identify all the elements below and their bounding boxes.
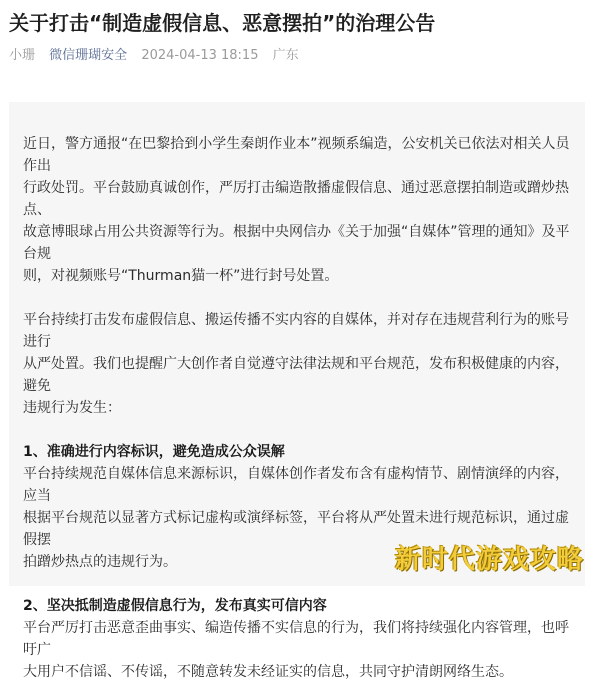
body-line: 行政处罚。平台鼓励真诚创作，严厉打击编造散播虚假信息、通过恶意摆拍制造或蹭炒热点、 <box>23 180 569 218</box>
body-line: 平台持续打击发布虚假信息、搬运传播不实内容的自媒体，并对存在违规营利行为的账号进行 <box>23 312 569 350</box>
body-line: 违规行为发生： <box>23 400 121 416</box>
body-line: 大用户不信谣、不传谣，不随意转发未经证实的信息，共同守护清朗网络生态。 <box>23 664 513 680</box>
site-watermark: 新时代游戏攻略 <box>394 545 584 575</box>
publish-datetime: 2024-04-13 18:15 <box>141 48 259 63</box>
article-meta <box>9 47 309 65</box>
paragraph-gap <box>23 419 571 441</box>
body-line: 拍蹭炒热点的违规行为。 <box>23 554 177 570</box>
body-line: 故意博眼球占用公共资源等行为。根据中央网信办《关于加强“自媒体”管理的通知》及平台规 <box>23 224 570 262</box>
body-line: 平台持续规范自媒体信息来源标识，自媒体创作者发布含有虚构情节、剧情演绎的内容，应当 <box>23 466 569 504</box>
body-line: 近日，警方通报“在巴黎拾到小学生秦朗作业本”视频系编造，公安机关已依法对相关人员作出 <box>23 136 570 174</box>
body-line: 根据平台规范以显著方式标记虚构或演绎标签，平台将从严处置未进行规范标识，通过虚假摆 <box>23 510 569 548</box>
author-name: 小珊 <box>9 48 36 63</box>
article-body-card <box>9 102 585 680</box>
body-line: 则，对视频账号“Thurman猫一杯”进行封号处置。 <box>23 268 339 284</box>
section-heading-2: 2、坚决抵制造虚假信息行为，发布真实可信内容 <box>23 598 327 614</box>
paragraph-gap <box>23 573 571 595</box>
paragraph-gap <box>23 287 571 309</box>
section-heading-1: 1、准确进行内容标识，避免造成公众误解 <box>23 444 285 460</box>
body-line: 从严处置。我们也提醒广大创作者自觉遵守法律法规和平台规范，发布积极健康的内容，避免 <box>23 356 569 394</box>
account-name-link[interactable]: 微信珊瑚安全 <box>49 48 128 63</box>
body-line: 平台严厉打击恶意歪曲事实、编造传播不实信息的行为，我们将持续强化内容管理，也呼吁广 <box>23 620 569 658</box>
article-title: 关于打击“制造虚假信息、恶意摆拍”的治理公告 <box>9 11 436 35</box>
publish-location: 广东 <box>272 48 299 63</box>
